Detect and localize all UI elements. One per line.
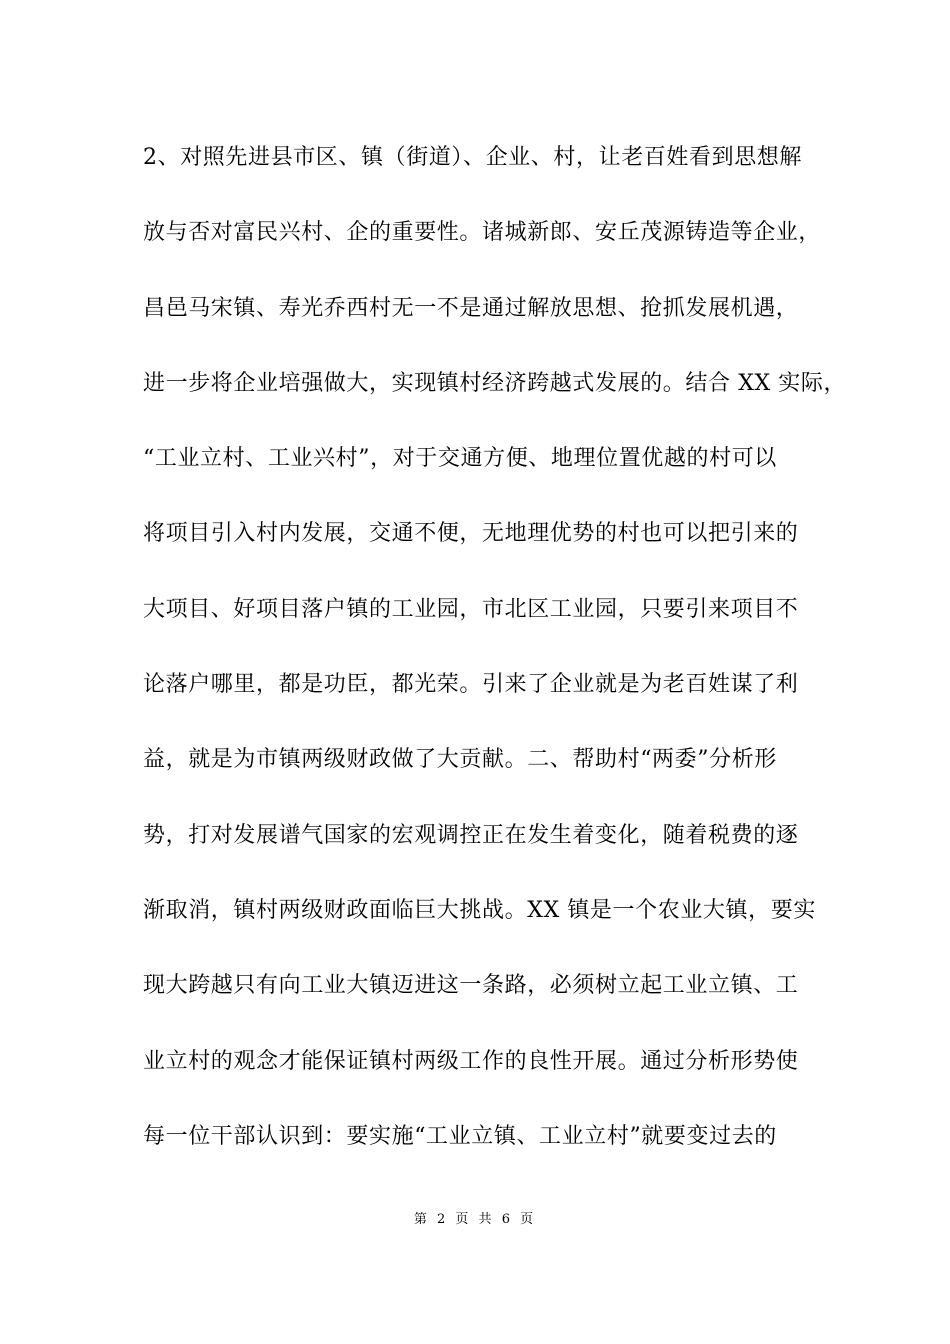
text-line-10: 势，打对发展谱气国家的宏观调控正在发生着变化，随着税费的逐 (143, 822, 799, 848)
text-line-9: 益，就是为市镇两级财政做了大贡献。二、帮助村“两委”分析形 (143, 747, 777, 773)
text-line-3: 昌邑马宋镇、寿光乔西村无一不是通过解放思想、抢抓发展机遇， (143, 295, 799, 321)
body-text (143, 132, 847, 1186)
text-line-6: 将项目引入村内发展，交通不便，无地理优势的村也可以把引来的 (143, 521, 799, 547)
text-line-7: 大项目、好项目落户镇的工业园，市北区工业园，只要引来项目不 (143, 596, 799, 622)
text-line-4: 进一步将企业培强做大，实现镇村经济跨越式发展的。结合 XX 实际， (143, 370, 847, 396)
text-line-2: 放与否对富民兴村、企的重要性。诸城新郎、安丘茂源铸造等企业， (143, 220, 822, 246)
text-line-5: “工业立村、工业兴村”，对于交通方便、地理位置优越的村可以 (143, 446, 777, 472)
text-line-1: 2、对照先进县市区、镇（街道）、企业、村，让老百姓看到思想解 (143, 145, 802, 170)
text-line-11: 渐取消，镇村两级财政面临巨大挑战。XX 镇是一个农业大镇，要实 (143, 897, 816, 923)
text-line-12: 现大跨越只有向工业大镇迈进这一条路，必须树立起工业立镇、工 (143, 973, 799, 999)
text-line-14: 每一位干部认识到：要实施“工业立镇、工业立村”就要变过去的 (143, 1123, 777, 1149)
text-line-8: 论落户哪里，都是功臣，都光荣。引来了企业就是为老百姓谋了利 (143, 672, 799, 698)
text-line-13: 业立村的观念才能保证镇村两级工作的良性开展。通过分析形势使 (143, 1048, 799, 1074)
page-number-footer: 第 2 页 共 6 页 (413, 1212, 537, 1227)
